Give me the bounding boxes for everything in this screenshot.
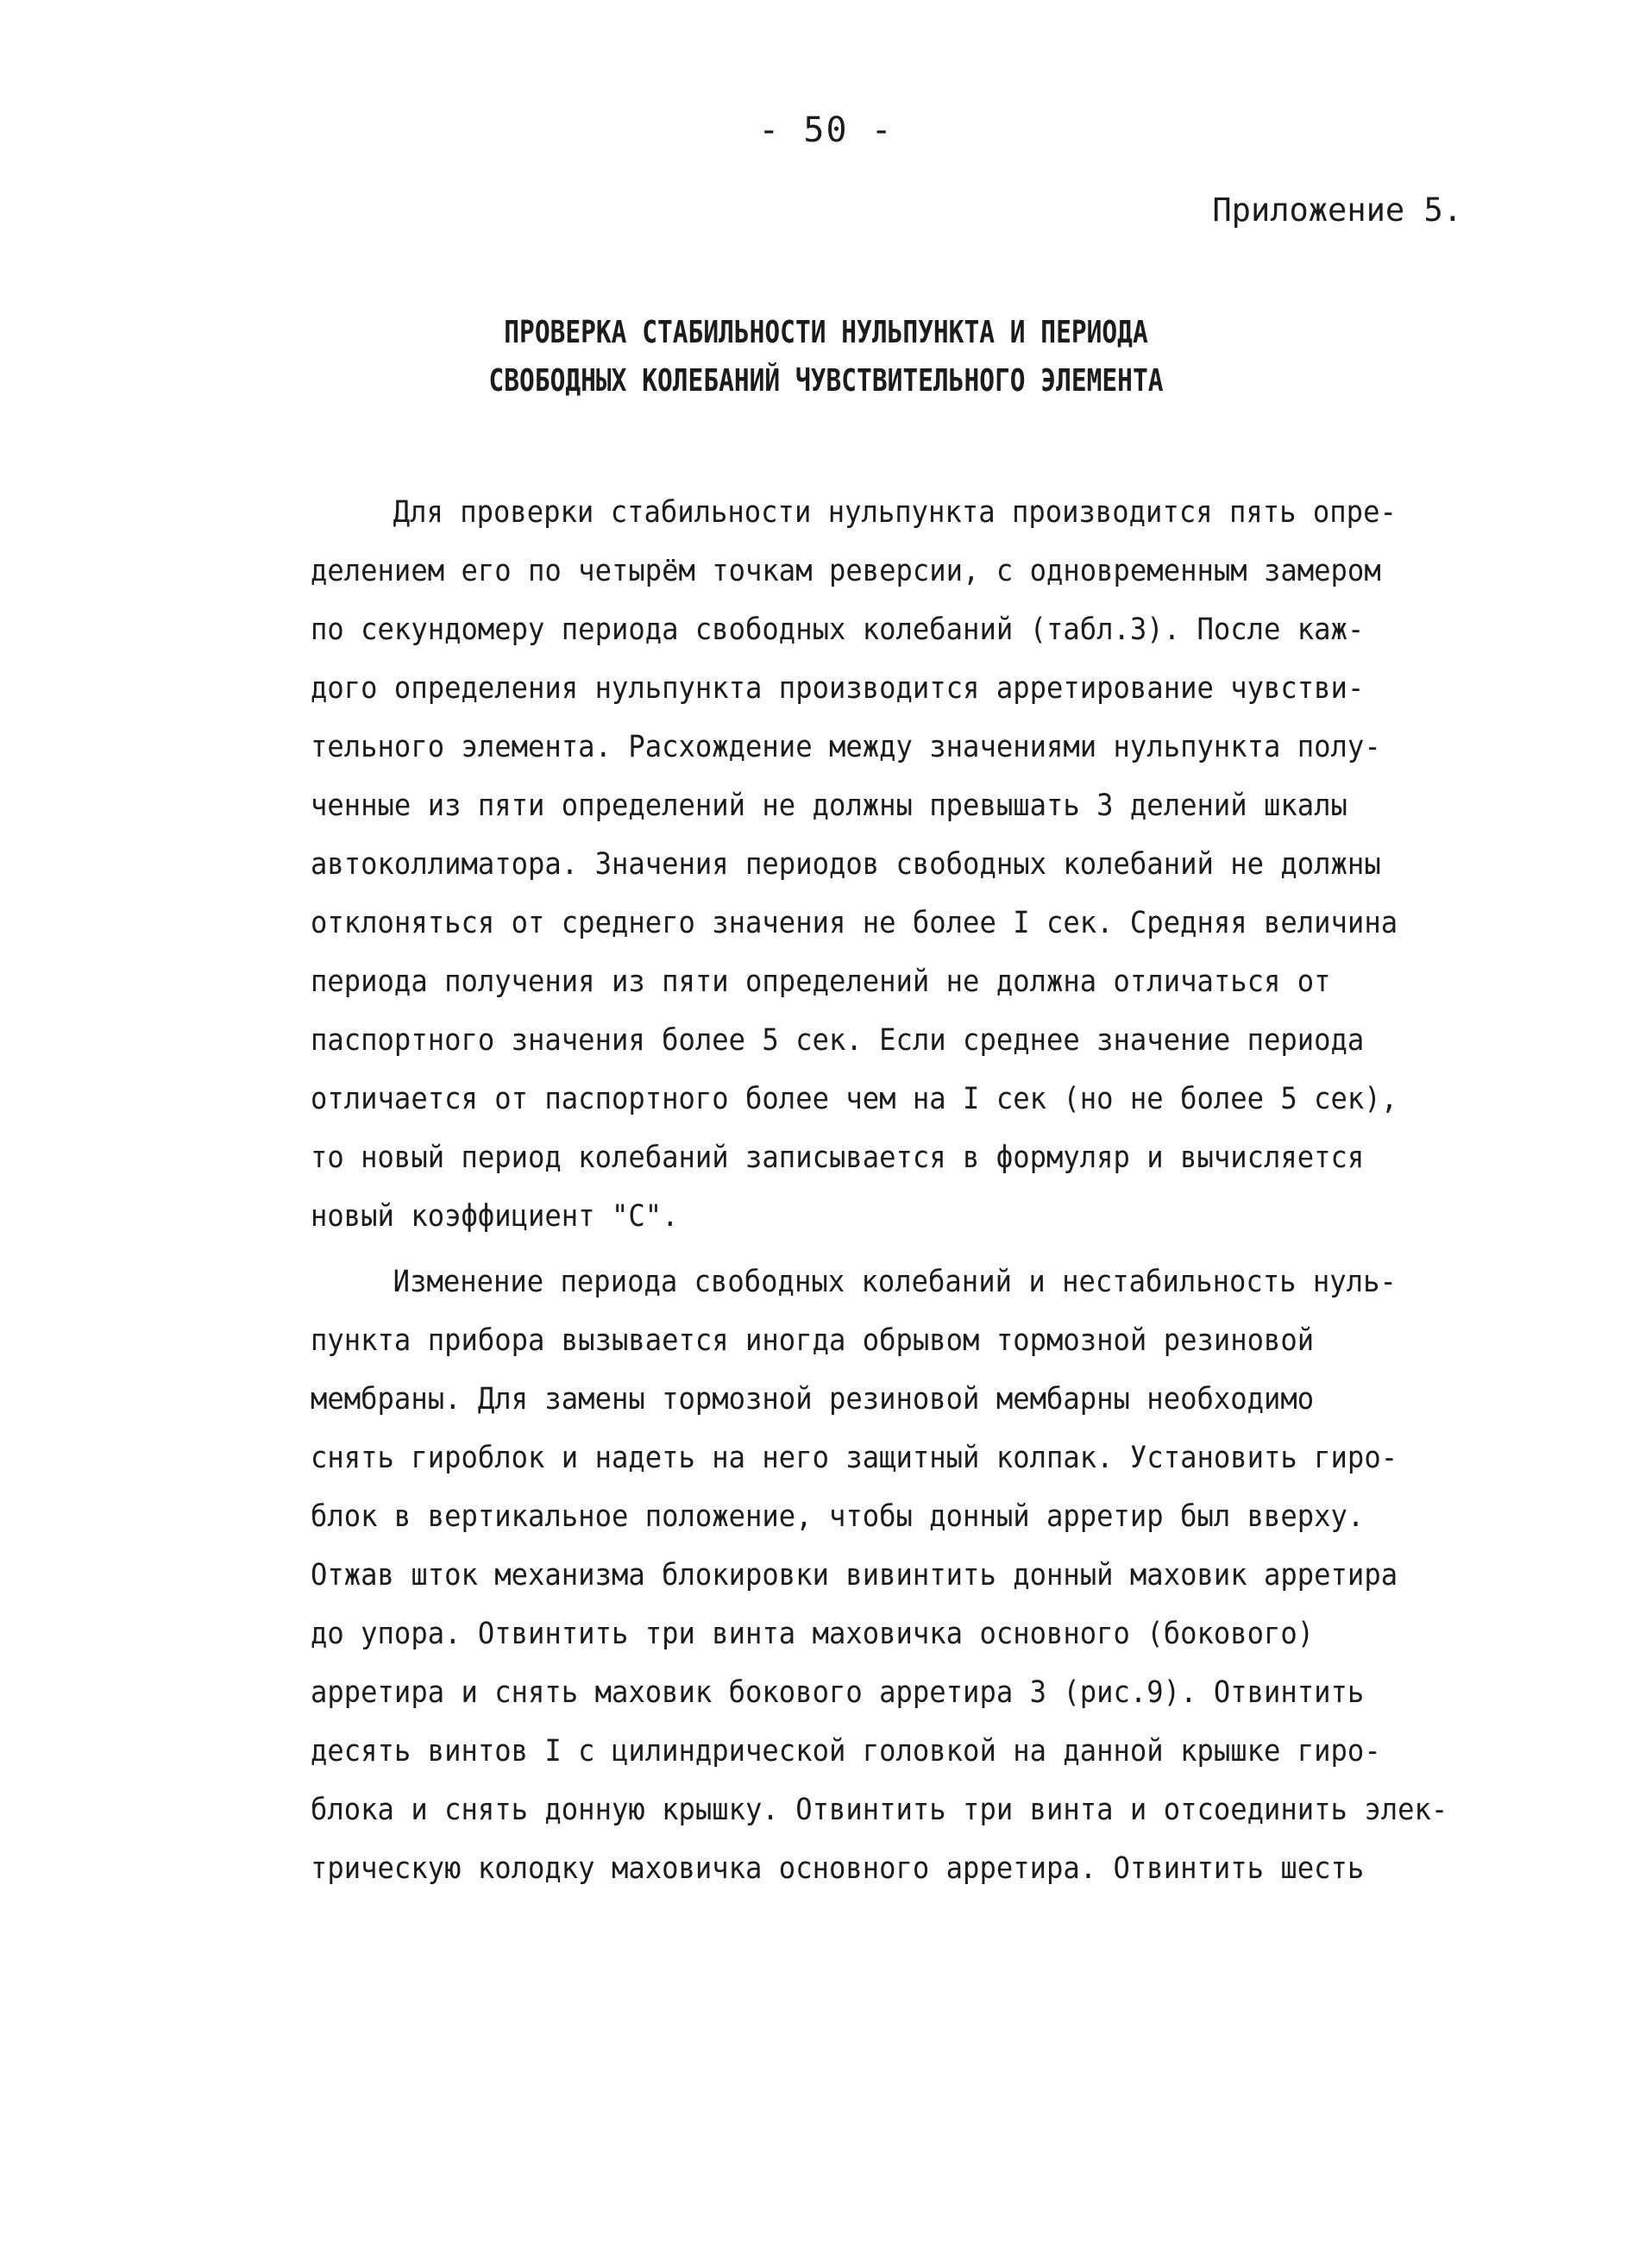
text-line: Отжав шток механизма блокировки вивинтить донный маховик арретира bbox=[311, 1558, 1398, 1593]
text-line: десять винтов I с цилиндрической головкой на данной крышке гиро- bbox=[311, 1734, 1381, 1769]
text-line: периода получения из пяти определений не должна отличаться от bbox=[311, 964, 1331, 999]
text-line: Для проверки стабильности нульпункта производится пять опре- bbox=[393, 495, 1397, 530]
text-line: до упора. Отвинтить три винта маховичка основного (бокового) bbox=[311, 1617, 1315, 1651]
title-line: ПРОВЕРКА СТАБИЛЬНОСТИ НУЛЬПУНКТА И ПЕРИОДА bbox=[504, 315, 1148, 350]
paragraph-2 bbox=[311, 1253, 1536, 1898]
text-line: блока и снять донную крышку. Отвинтить три винта и отсоединить элек- bbox=[311, 1793, 1448, 1827]
text-line: дого определения нульпункта производится арретирование чувстви- bbox=[311, 671, 1365, 706]
text-line: пункта прибора вызывается иногда обрывом тормозной резиновой bbox=[311, 1323, 1315, 1358]
text-line: отличается от паспортного более чем на I сек (но не более 5 сек), bbox=[311, 1082, 1398, 1116]
paragraph-1 bbox=[311, 483, 1536, 1246]
text-line: по секундомеру периода свободных колебаний (табл.3). После каж- bbox=[311, 613, 1365, 647]
section-title bbox=[148, 309, 1503, 405]
text-line: тельного элемента. Расхождение между значениями нульпункта полу- bbox=[311, 730, 1381, 764]
text-line: блок в вертикальное положение, чтобы донный арретир был вверху. bbox=[311, 1499, 1365, 1534]
paragraph-gap bbox=[311, 1246, 1536, 1253]
text-line: автоколлиматора. Значения периодов свободных колебаний не должны bbox=[311, 847, 1381, 882]
text-line: то новый период колебаний записывается в формуляр и вычисляется bbox=[311, 1140, 1365, 1175]
text-line: трическую колодку маховичка основного арретира. Отвинтить шесть bbox=[311, 1851, 1365, 1886]
appendix-label: Приложение 5. bbox=[1212, 192, 1462, 229]
page-number: - 50 - bbox=[758, 110, 894, 150]
title-line: СВОБОДНЫХ КОЛЕБАНИЙ ЧУВСТВИТЕЛЬНОГО ЭЛЕМЕНТА bbox=[488, 363, 1164, 399]
text-line: Изменение периода свободных колебаний и нестабильность нуль- bbox=[393, 1265, 1397, 1299]
text-line: новый коэффициент "С". bbox=[311, 1199, 679, 1234]
text-line: ченные из пяти определений не должны превышать 3 делений шкалы bbox=[311, 789, 1347, 823]
text-line: арретира и снять маховик бокового арретира 3 (рис.9). Отвинтить bbox=[311, 1675, 1365, 1710]
text-line: отклоняться от среднего значения не более I сек. Средняя величина bbox=[311, 906, 1398, 940]
body-text bbox=[311, 483, 1536, 1898]
text-line: мембраны. Для замены тормозной резиновой мембарны необходимо bbox=[311, 1382, 1315, 1417]
text-line: паспортного значения более 5 сек. Если среднее значение периода bbox=[311, 1023, 1365, 1058]
text-line: снять гироблок и надеть на него защитный колпак. Установить гиро- bbox=[311, 1441, 1398, 1475]
text-line: делением его по четырём точкам реверсии, с одновременным замером bbox=[311, 554, 1381, 588]
